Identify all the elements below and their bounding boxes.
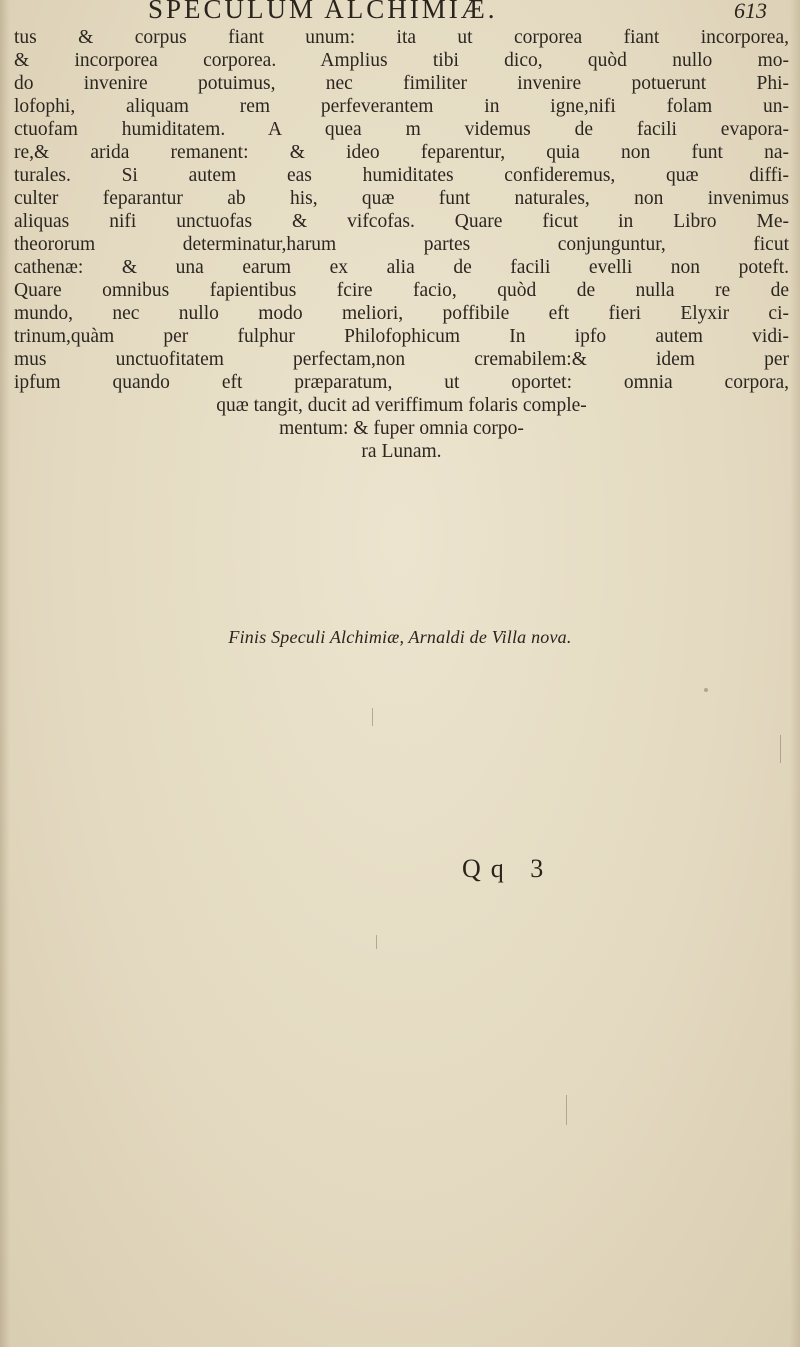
- left-edge-shadow: [0, 0, 10, 1347]
- text-line: turales. Si autem eas humiditates confideremus, quæ diffi-: [14, 165, 789, 186]
- text-line: mundo, nec nullo modo meliori, poffibile eft fieri Elyxir ci-: [14, 303, 789, 324]
- text-line: ra Lunam.: [361, 441, 442, 462]
- paper-speck: [704, 688, 708, 692]
- text-line: aliquas nifi unctuofas & vifcofas. Quare ficut in Libro Me-: [14, 211, 789, 232]
- signature-mark: Qq 3: [462, 854, 554, 883]
- colophon-explicit: Finis Speculi Alchimiæ, Arnaldi de Villa nova.: [228, 627, 572, 647]
- text-line: ctuofam humiditatem. A quea m videmus de facili evapora-: [14, 119, 789, 140]
- text-line: Quare omnibus fapientibus fcire facio, quòd de nulla re de: [14, 280, 789, 301]
- running-head-title: SPECULUM ALCHIMIÆ.: [148, 0, 498, 24]
- text-line: quæ tangit, ducit ad veriffimum folaris comple-: [216, 395, 587, 416]
- text-line: mus unctuofitatem perfectam,non cremabilem:& idem per: [14, 349, 789, 370]
- paper-speck: [566, 1095, 567, 1125]
- body-text: [14, 26, 789, 463]
- text-line: re,& arida remanent: & ideo feparentur, quia non funt na-: [14, 142, 789, 163]
- text-line: mentum: & fuper omnia corpo-: [279, 418, 524, 439]
- paper-speck: [376, 935, 377, 949]
- page-number: 613: [734, 0, 767, 23]
- running-head: [0, 0, 800, 28]
- text-line: lofophi, aliquam rem perfeverantem in igne,nifi folam un-: [14, 96, 789, 117]
- right-edge-shadow: [790, 0, 800, 1347]
- paper-speck: [780, 735, 781, 763]
- text-line: do invenire potuimus, nec fimiliter invenire potuerunt Phi-: [14, 73, 789, 94]
- text-line: ipfum quando eft præparatum, ut oportet: omnia corpora,: [14, 372, 789, 393]
- text-line: trinum,quàm per fulphur Philofophicum In ipfo autem vidi-: [14, 326, 789, 347]
- text-line: theororum determinatur,harum partes conjunguntur, ficut: [14, 234, 789, 255]
- paper-speck: [372, 708, 373, 726]
- text-line: culter feparantur ab his, quæ funt naturales, non invenimus: [14, 188, 789, 209]
- text-line: & incorporea corporea. Amplius tibi dico, quòd nullo mo-: [14, 50, 789, 71]
- text-line: cathenæ: & una earum ex alia de facili evelli non poteft.: [14, 257, 789, 278]
- text-line: tus & corpus fiant unum: ita ut corporea fiant incorporea,: [14, 27, 789, 48]
